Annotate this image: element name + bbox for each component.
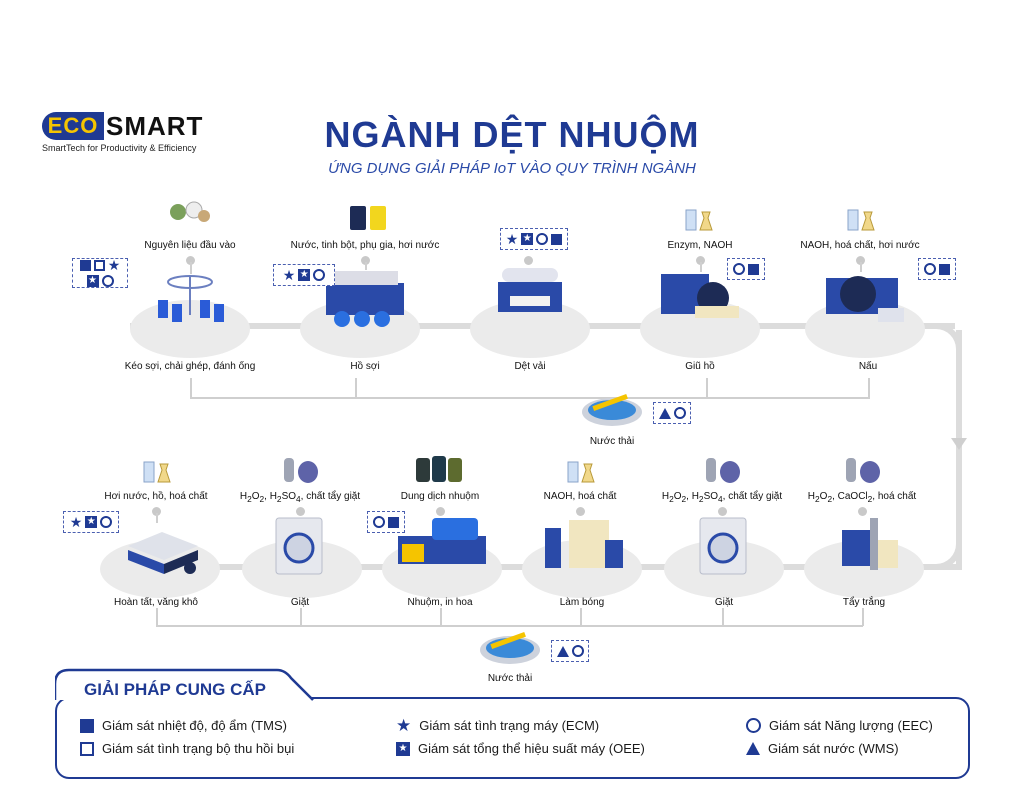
chemical-cylinder-icon: [702, 452, 742, 484]
input-text: , chất tẩy giặt: [300, 491, 361, 502]
solution-badge: [63, 511, 119, 533]
finished-fabric-icon: [118, 520, 208, 580]
lab-flask-icon: [846, 206, 876, 232]
input-label: Nước, tinh bột, phụ gia, hơi nước: [290, 240, 440, 251]
stage-label: Hồ sợi: [350, 361, 380, 372]
input-text: SO: [281, 491, 297, 502]
circle-icon: [572, 645, 584, 657]
boxed-star-icon: ★: [522, 233, 532, 244]
boiling-machine-icon: [818, 258, 910, 333]
input-text: O: [673, 491, 682, 502]
flow-curve-top-right: [930, 323, 962, 355]
solution-badge: [653, 402, 691, 424]
stage-label: Nấu: [858, 361, 878, 372]
input-dot: [718, 507, 727, 516]
chemical-barrel-icon: [348, 202, 388, 232]
input-dot: [524, 256, 533, 265]
input-text: , chất tẩy giặt: [722, 491, 783, 502]
input-dot: [858, 507, 867, 516]
filled-square-icon: [748, 264, 759, 275]
waste-line-top: [190, 378, 192, 398]
waste-line-bottom-3: [440, 608, 442, 626]
filled-square-icon: [80, 719, 94, 733]
waste-line-bottom-5: [722, 608, 724, 626]
wastewater-tank-icon: [478, 628, 542, 668]
circle-icon: [100, 516, 112, 528]
boxed-star-icon: ★: [396, 742, 410, 756]
input-text: H: [807, 491, 816, 502]
input-text-sub: 2: [247, 494, 252, 504]
input-text: SO: [703, 491, 719, 502]
input-text-sub: 2: [698, 494, 704, 504]
solution-badge: [727, 258, 765, 280]
wastewater-label: Nước thải: [589, 436, 635, 447]
triangle-icon: [659, 408, 671, 419]
circle-icon: [746, 718, 761, 733]
wastewater-tank-icon: [580, 390, 644, 430]
logo-tagline: SmartTech for Productivity & Efficiency: [42, 143, 197, 153]
solution-badge: [500, 228, 568, 250]
solution-badge: [367, 511, 405, 533]
legend-item: [746, 741, 899, 756]
input-text-sub: 4: [718, 494, 723, 504]
waste-line-top-4: [868, 378, 870, 398]
filled-square-icon: [80, 260, 91, 271]
waste-line-top-3: [706, 378, 708, 398]
input-text: O: [819, 491, 828, 502]
boxed-star-icon: ★: [86, 516, 96, 527]
solution-badge: [273, 264, 335, 286]
waste-line-bottom: [156, 608, 158, 626]
logo-smart: SMART: [106, 111, 204, 141]
input-label: [772, 491, 952, 504]
spinning-machine-icon: [150, 270, 230, 330]
input-text-sub: 2: [681, 494, 687, 504]
chemical-cylinder-icon: [842, 452, 882, 484]
lab-flask-icon: [142, 458, 172, 484]
waste-line-bottom-2: [300, 608, 302, 626]
solution-badge: [551, 640, 589, 662]
cotton-icon: [168, 198, 212, 228]
boxed-star-icon: ★: [299, 269, 309, 280]
triangle-icon: [746, 742, 760, 755]
input-label: Nguyên liệu đầu vào: [144, 240, 236, 251]
circle-icon: [313, 269, 325, 281]
outline-square-icon: [80, 742, 94, 756]
stage-label: Giặt: [714, 597, 734, 608]
input-label: Enzym, NAOH: [667, 240, 733, 251]
boxed-star-icon: ★: [88, 274, 97, 286]
waste-hline-bottom: [156, 625, 863, 627]
star-icon: ★: [396, 715, 412, 735]
dyeing-machine-icon: [392, 510, 492, 580]
waste-line-bottom-6: [862, 608, 864, 626]
lab-flask-icon: [566, 458, 596, 484]
filled-square-icon: [388, 517, 399, 528]
waste-line-top-2: [355, 378, 357, 398]
washing-machine-icon: [272, 514, 328, 578]
legend-item-label: Giám sát Năng lượng (EEC): [769, 718, 933, 733]
legend-box: [55, 697, 970, 779]
logo-eco: ECO: [42, 112, 104, 140]
page-subtitle: ỨNG DỤNG GIẢI PHÁP IoT VÀO QUY TRÌNH NGÀNH: [328, 160, 696, 177]
stage-label: Tẩy trắng: [842, 597, 886, 608]
circle-icon: [674, 407, 686, 419]
input-text: , H: [686, 491, 699, 502]
outline-square-icon: [94, 260, 105, 271]
legend-title: GIẢI PHÁP CUNG CẤP: [78, 680, 272, 700]
input-line: [190, 262, 192, 274]
dye-barrel-icon: [414, 452, 464, 484]
star-icon: ★: [505, 231, 519, 247]
input-text: , CaOCl: [832, 491, 868, 502]
legend-item: [396, 715, 600, 735]
input-line: [700, 262, 702, 272]
stage-label: Giũ hồ: [685, 361, 715, 372]
circle-icon: [924, 263, 936, 275]
flow-arrow-down: [951, 438, 967, 450]
input-text: H: [661, 491, 670, 502]
washing-machine-icon: [696, 514, 752, 578]
triangle-icon: [557, 646, 569, 657]
waste-hline-top: [190, 397, 870, 399]
lab-flask-icon: [684, 206, 714, 232]
legend-item: [396, 741, 645, 756]
stage-label: Hoàn tất, văng khô: [114, 597, 198, 608]
circle-icon: [373, 516, 385, 528]
wastewater-label: Nước thải: [487, 673, 533, 684]
star-icon: ★: [69, 514, 83, 530]
circle-icon: [733, 263, 745, 275]
circle-icon: [536, 233, 548, 245]
input-dot: [296, 507, 305, 516]
legend-item: [746, 718, 933, 733]
legend-item-label: Giám sát tổng thể hiệu suất máy (OEE): [418, 741, 645, 756]
flow-line-right: [956, 330, 962, 570]
legend-item: [80, 741, 294, 756]
input-line: [365, 262, 367, 270]
input-dot: [576, 507, 585, 516]
input-text-sub: 2: [815, 494, 820, 504]
star-icon: ★: [107, 257, 121, 274]
input-label: NAOH, hoá chất, hơi nước: [800, 240, 920, 251]
legend-item-label: Giám sát tình trạng bộ thu hồi bụi: [102, 741, 295, 756]
legend-item-label: Giám sát nước (WMS): [768, 741, 899, 756]
stage-label: Giặt: [290, 597, 310, 608]
filled-square-icon: [551, 234, 562, 245]
mercerizing-machine-icon: [535, 510, 629, 580]
input-label: NAOH, hoá chất: [543, 491, 617, 502]
input-text: , hoá chất: [872, 491, 917, 502]
stage-label: Làm bóng: [559, 597, 605, 608]
star-icon: ★: [282, 267, 296, 283]
input-text-sub: 2: [259, 494, 265, 504]
legend-item-label: Giám sát nhiệt độ, độ ẩm (TMS): [102, 718, 287, 733]
chemical-cylinder-icon: [280, 452, 320, 484]
legend-item-label: Giám sát tình trạng máy (ECM): [419, 718, 600, 733]
input-line: [156, 513, 158, 523]
input-label: Dung dịch nhuộm: [400, 491, 480, 502]
input-text-sub: 2: [827, 494, 833, 504]
legend-item: [80, 718, 287, 733]
input-text-sub: 4: [296, 494, 301, 504]
filled-square-icon: [939, 264, 950, 275]
input-text: H: [239, 491, 248, 502]
input-text-sub: 2: [867, 494, 873, 504]
stage-label: Nhuộm, in hoa: [407, 597, 473, 608]
circle-icon: [102, 275, 114, 287]
stage-label: Kéo sợi, chải ghép, đánh ống: [124, 361, 256, 372]
input-text-sub: 2: [276, 494, 282, 504]
input-text-sub: 2: [669, 494, 674, 504]
input-text: , H: [264, 491, 277, 502]
input-text: O: [251, 491, 260, 502]
stage-label: Dệt vải: [514, 361, 546, 372]
input-label: Hơi nước, hồ, hoá chất: [104, 491, 208, 502]
solution-badge: [918, 258, 956, 280]
solution-badge: [72, 258, 128, 288]
waste-line-bottom-4: [580, 608, 582, 626]
page-title: NGÀNH DỆT NHUỘM: [324, 114, 700, 155]
weaving-machine-icon: [490, 260, 570, 330]
input-line: [860, 262, 862, 272]
bleaching-machine-icon: [824, 510, 908, 582]
input-dot: [436, 507, 445, 516]
